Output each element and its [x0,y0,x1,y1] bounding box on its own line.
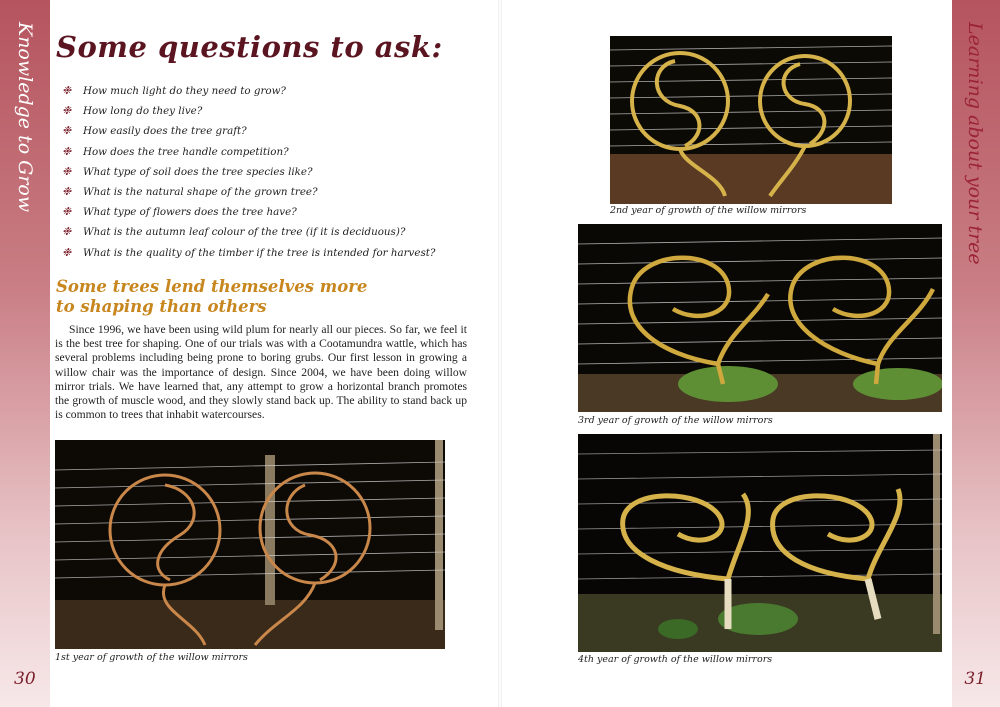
swirl-bullet-icon: ❉ [62,164,72,178]
list-item: ❉ What type of flowers does the tree have? [62,205,297,219]
list-item: ❉ What is the autumn leaf colour of the tree (if it is deciduous)? [62,225,406,239]
swirl-bullet-icon: ❉ [62,225,72,239]
left-side-title: Knowledge to Grow [14,22,36,213]
list-item: ❉ How much light do they need to grow? [62,84,286,98]
right-page-number: 31 [964,669,986,689]
swirl-bullet-icon: ❉ [62,185,72,199]
photo-caption-year-4: 4th year of growth of the willow mirrors [578,654,773,665]
questions-list [62,81,435,263]
photo-caption-year-2: 2nd year of growth of the willow mirrors [610,205,807,216]
right-side-bar [952,0,1000,707]
body-paragraph: Since 1996, we have been using wild plum for nearly all our pieces. So far, we feel it is the best tree for shaping. One of our trials was with a Cootamundra wattle, which has several problems including being prone to boring grubs. Our first lesson in growing a willow chair was the importance of design. Since 2004, we have been doing willow mirror trials. We have learned that, any attempt to grow a horizontal branch promotes the growth of muscle wood, and they slowly stand back up. The ability to stand back up is common to trees that inhabit watercourses. [55,323,467,422]
swirl-bullet-icon: ❉ [62,245,72,259]
swirl-bullet-icon: ❉ [62,205,72,219]
willow-mirror-photo-year-1 [55,440,445,649]
willow-mirror-photo-year-2 [610,36,892,204]
list-item: ❉ How does the tree handle competition? [62,144,289,158]
list-item: ❉ What is the quality of the timber if the tree is intended for harvest? [62,245,436,259]
right-side-title: Learning about your tree [964,22,986,265]
photo-caption-year-3: 3rd year of growth of the willow mirrors [578,415,773,426]
willow-mirror-photo-year-4 [578,434,942,652]
list-item: ❉ How long do they live? [62,104,203,118]
list-item: ❉ What is the natural shape of the grown tree? [62,185,318,199]
left-side-bar [0,0,50,707]
swirl-bullet-icon: ❉ [62,124,72,138]
willow-mirror-photo-year-3 [578,224,942,412]
swirl-bullet-icon: ❉ [62,144,72,158]
swirl-bullet-icon: ❉ [62,104,72,118]
section-subheading: Some trees lend themselves more to shaping than others [56,277,368,316]
left-page-number: 30 [14,669,36,689]
list-item: ❉ How easily does the tree graft? [62,124,247,138]
page-gutter [498,0,502,707]
photo-caption-year-1: 1st year of growth of the willow mirrors [55,652,248,663]
swirl-bullet-icon: ❉ [62,84,72,98]
page-heading: Some questions to ask: [56,30,443,64]
list-item: ❉ What type of soil does the tree species like? [62,164,313,178]
